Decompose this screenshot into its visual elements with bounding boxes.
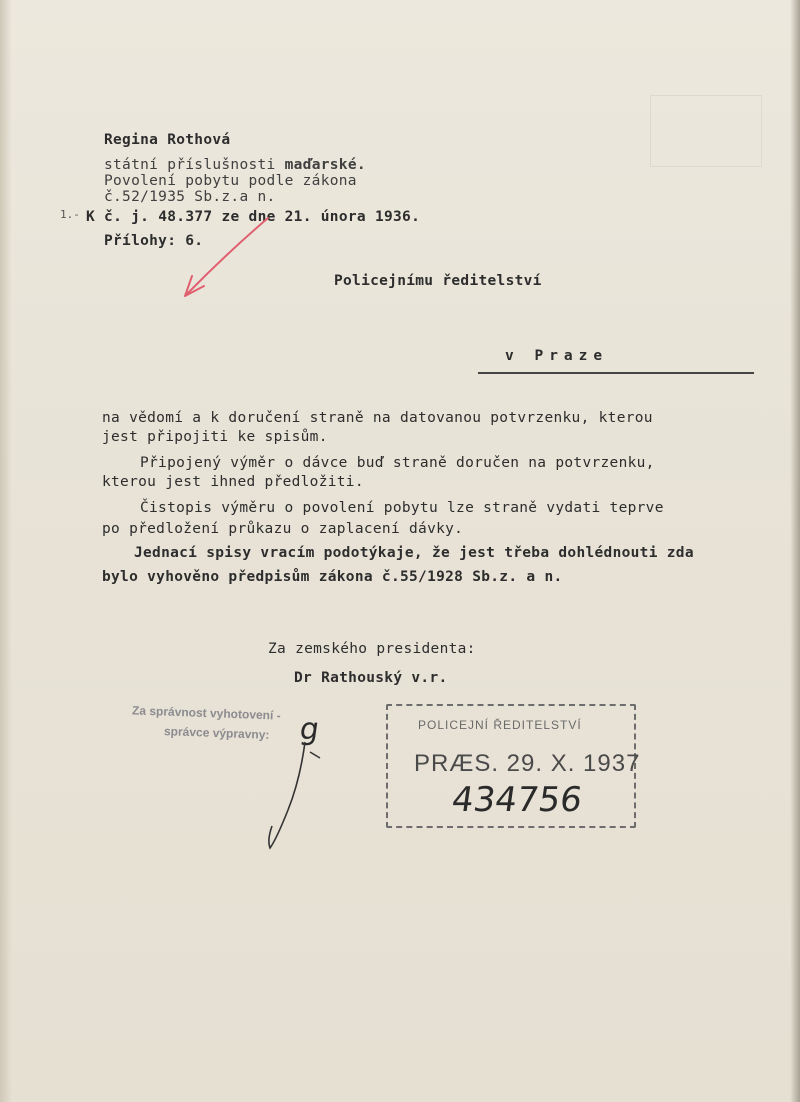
red-pencil-mark [185, 218, 268, 296]
addressee-city: v Praze [505, 348, 609, 364]
correctness-stamp-line-1: Za správnost vyhotovení - [131, 703, 281, 723]
signature-signer: Dr Rathouský v.r. [294, 670, 448, 686]
body-line-3: Připojený výměr o dávce buď straně doručen na potvrzenku, [140, 455, 655, 471]
body-line-7: Jednací spisy vracím podotýkaje, že jest třeba dohlédnouti zda [134, 545, 694, 561]
body-line-1: na vědomí a k doručení straně na datovanou potvrzenku, kterou [102, 410, 653, 426]
nationality-prefix: státní příslušnosti [104, 157, 285, 173]
body-line-5: Čistopis výměru o povolení pobytu lze straně vydati teprve [140, 500, 664, 516]
handwritten-initial: g [297, 712, 322, 747]
recipient-name: Regina Rothová [104, 132, 231, 148]
presented-date-stamp: PRÆS. 29. X. 1937 [414, 750, 641, 777]
body-line-8: bylo vyhověno předpisům zákona č.55/1928 Sb.z. a n. [102, 569, 563, 585]
signature-stroke [269, 742, 305, 848]
body-line-2: jest připojiti ke spisům. [102, 429, 328, 445]
correctness-stamp-line-2: správce výpravny: [163, 724, 270, 742]
permit-line: Povolení pobytu podle zákona [104, 173, 357, 189]
attachments-line: Přílohy: 6. [104, 233, 204, 249]
signature-tick [310, 752, 320, 758]
law-line: č.52/1935 Sb.z.a n. [104, 189, 276, 205]
body-line-4: kterou jest ihned předložiti. [102, 474, 364, 490]
addressee-office: Policejnímu ředitelství [334, 273, 542, 289]
body-line-6: po předložení průkazu o zaplacení dávky. [102, 521, 464, 537]
signature-for: Za zemského presidenta: [268, 641, 476, 657]
registry-number: 434756 [449, 780, 585, 820]
nationality-value: maďarské. [284, 157, 366, 173]
reference-number: K č. j. 48.377 ze dne 21. února 1936. [86, 209, 421, 225]
police-stamp-header: POLICEJNÍ ŘEDITELSTVÍ [418, 718, 582, 732]
margin-mark: 1.- [60, 208, 80, 221]
